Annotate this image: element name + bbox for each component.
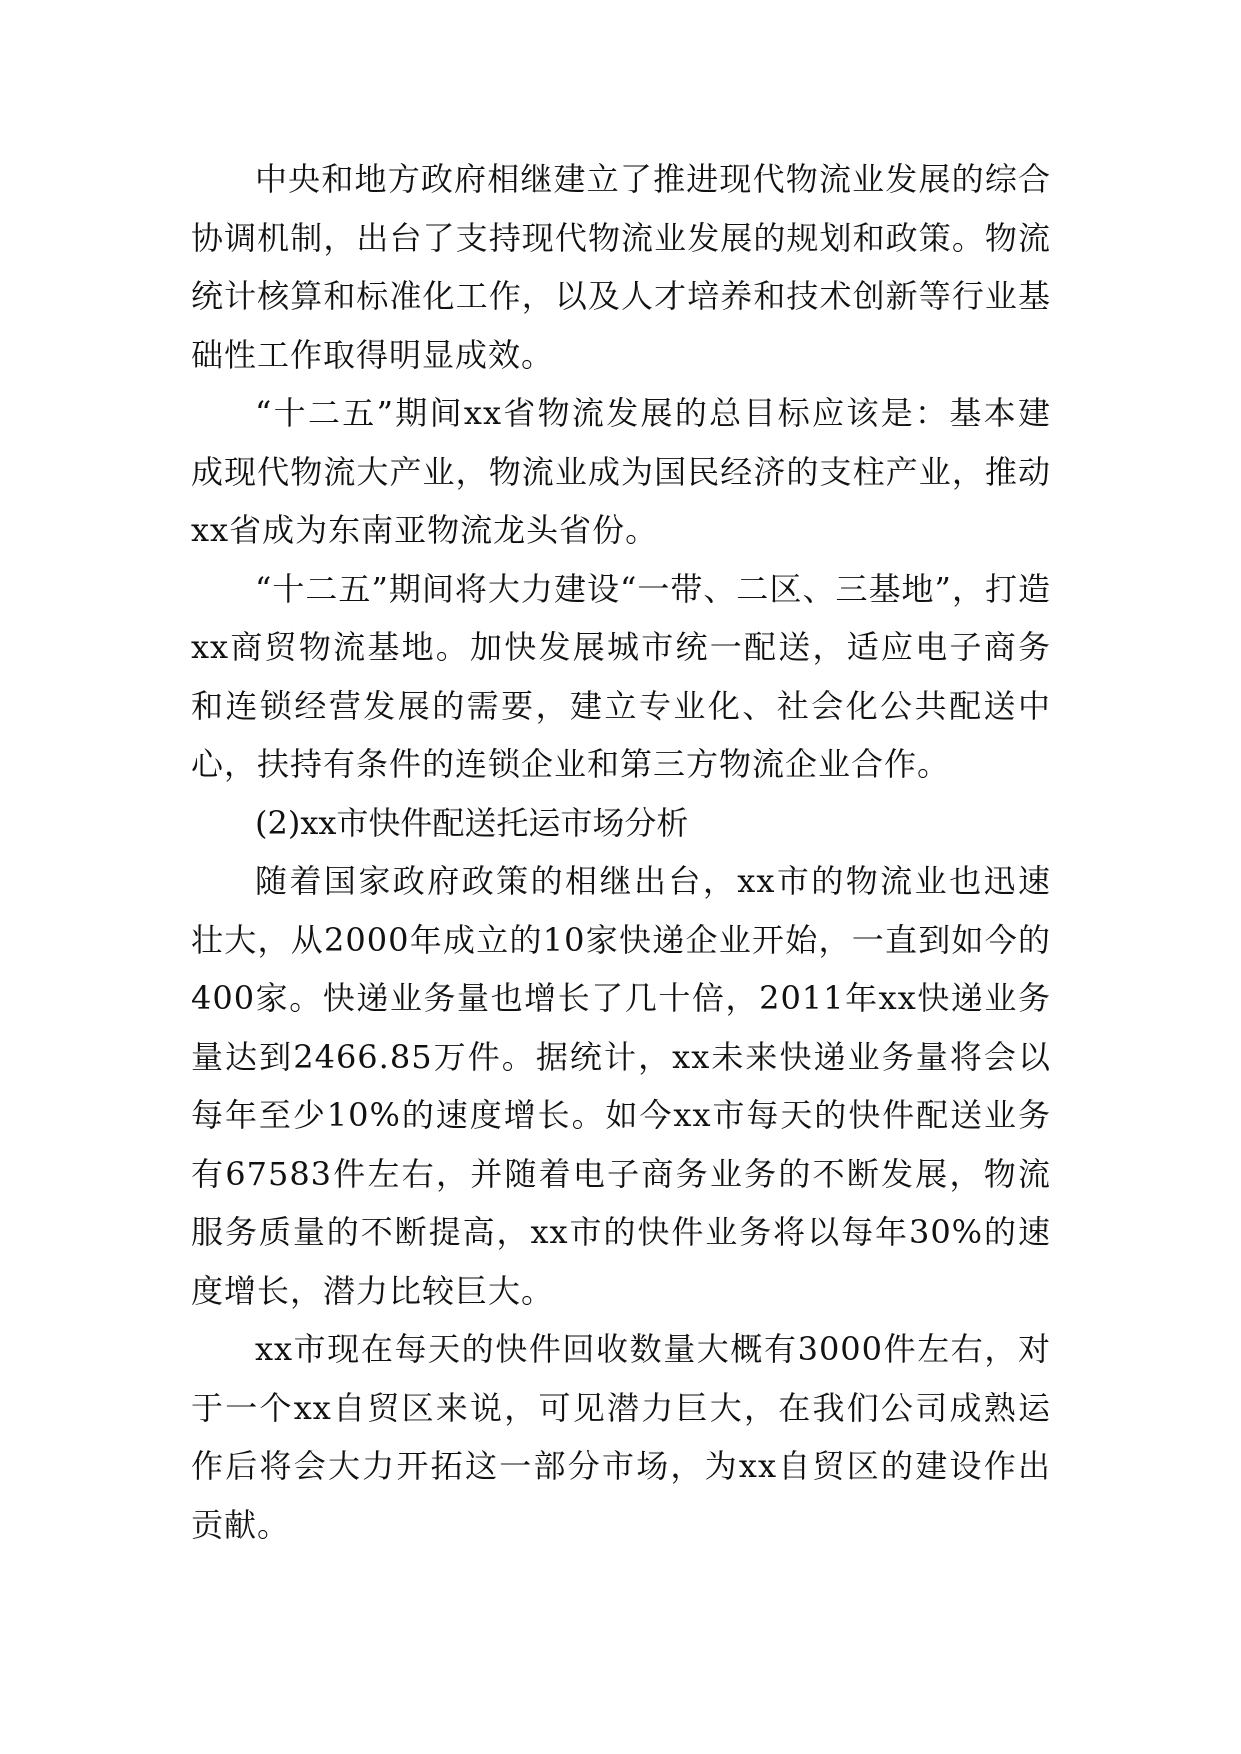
paragraph-recycling-potential: xx市现在每天的快件回收数量大概有3000件左右，对于一个xx自贸区来说，可见潜力巨大，在我们公司成熟运作后将会大力开拓这一部分市场，为xx自贸区的建设作出贡献。 — [191, 1330, 1051, 1544]
paragraph-coordination-mechanism: 中央和地方政府相继建立了推进现代物流业发展的综合协调机制，出台了支持现代物流业发展的规划和政策。物流统计核算和标准化工作，以及人才培养和技术创新等行业基础性工作取得明显成效。 — [191, 160, 1051, 374]
paragraph-12th-five-year-construction: “十二五”期间将大力建设“一带、二区、三基地”，打造xx商贸物流基地。加快发展城市统一配送，适应电子商务和连锁经营发展的需要，建立专业化、社会化公共配送中心，扶持有条件的连锁企业和第三方物流企业合作。 — [191, 569, 1051, 783]
document-body — [191, 150, 1051, 1554]
section-heading-market-analysis: (2)xx市快件配送托运市场分析 — [255, 803, 689, 842]
paragraph-12th-five-year-goal: “十二五”期间xx省物流发展的总目标应该是：基本建成现代物流大产业，物流业成为国民经济的支柱产业，推动xx省成为东南亚物流龙头省份。 — [191, 394, 1051, 549]
paragraph-express-growth: 随着国家政府政策的相继出台，xx市的物流业也迅速壮大，从2000年成立的10家快递企业开始，一直到如今的400家。快递业务量也增长了几十倍，2011年xx快递业务量达到2466.85万件。据统计，xx未来快递业务量将会以每年至少10%的速度增长。如今xx市每天的快件配送业务有67583件左右，并随着电子商务业务的不断发展，物流服务质量的不断提高，xx市的快件业务将以每年30%的速度增长，潜力比较巨大。 — [191, 862, 1051, 1310]
